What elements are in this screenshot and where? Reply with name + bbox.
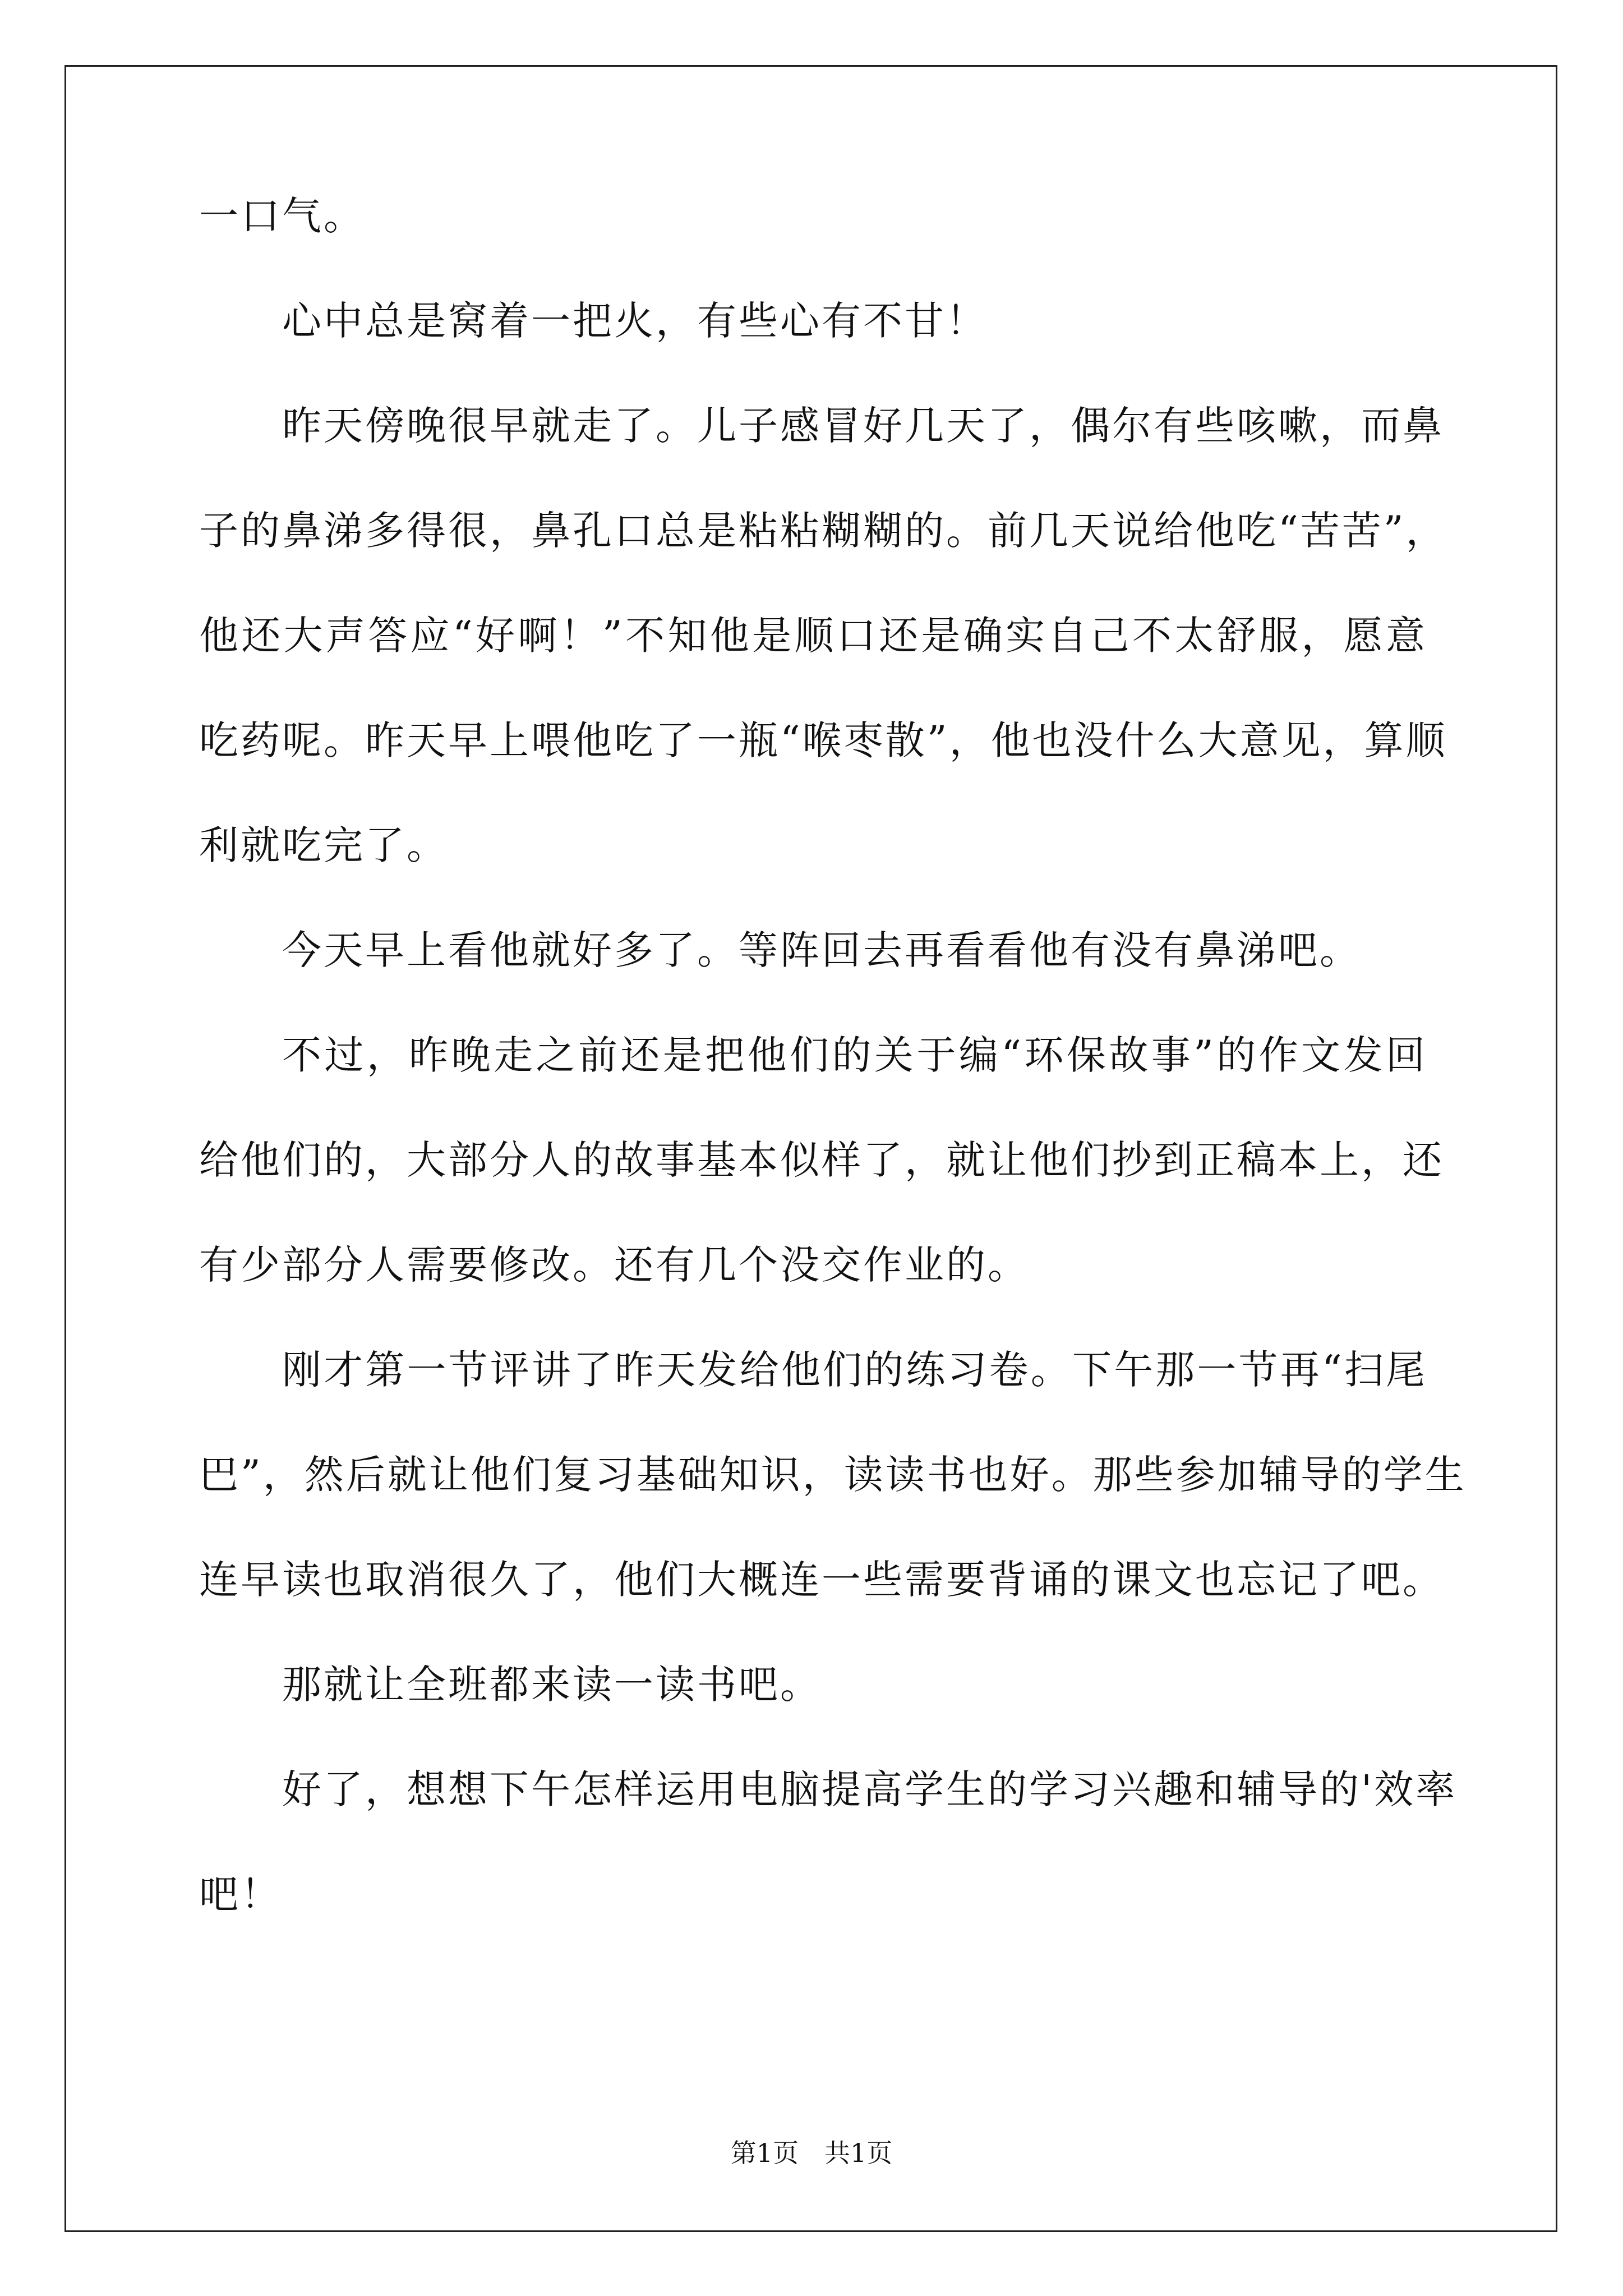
text-line: 利就吃完了。 <box>199 822 448 868</box>
text-line: 给他们的，大部分人的故事基本似样了，就让他们抄到正稿本上，还 <box>199 1137 1444 1183</box>
text-line: 连早读也取消很久了，他们大概连一些需要背诵的课文也忘记了吧。 <box>199 1557 1444 1603</box>
text-line: 吃药呢。昨天早上喂他吃了一瓶“喉枣散”，他也没什么大意见，算顺 <box>199 717 1447 763</box>
text-line: 有少部分人需要修改。还有几个没交作业的。 <box>199 1242 1029 1288</box>
text-line: 子的鼻涕多得很，鼻孔口总是粘粘糊糊的。前几天说给他吃“苦苦”， <box>199 508 1447 554</box>
text-line: 不过，昨晚走之前还是把他们的关于编“环保故事”的作文发回 <box>282 1032 1427 1078</box>
text-line: 巴”，然后就让他们复习基础知识，读读书也好。那些参加辅导的学生 <box>199 1452 1467 1498</box>
text-line: 昨天傍晚很早就走了。儿子感冒好几天了，偶尔有些咳嗽，而鼻 <box>282 403 1444 449</box>
text-line: 那就让全班都来读一读书吧。 <box>282 1662 822 1708</box>
text-line: 吧！ <box>199 1871 282 1917</box>
text-line: 心中总是窝着一把火，有些心有不甘！ <box>282 298 988 344</box>
text-line: 今天早上看他就好多了。等阵回去再看看他有没有鼻涕吧。 <box>282 927 1361 973</box>
text-line: 一口气。 <box>199 193 365 239</box>
text-line: 刚才第一节评讲了昨天发给他们的练习卷。下午那一节再“扫尾 <box>282 1347 1427 1393</box>
text-line: 他还大声答应“好啊！”不知他是顺口还是确实自己不太舒服，愿意 <box>199 613 1427 659</box>
text-line: 好了，想想下午怎样运用电脑提高学生的学习兴趣和辅导的'效率 <box>282 1766 1458 1812</box>
page-number-footer: 第1页 共1页 <box>730 2138 893 2168</box>
